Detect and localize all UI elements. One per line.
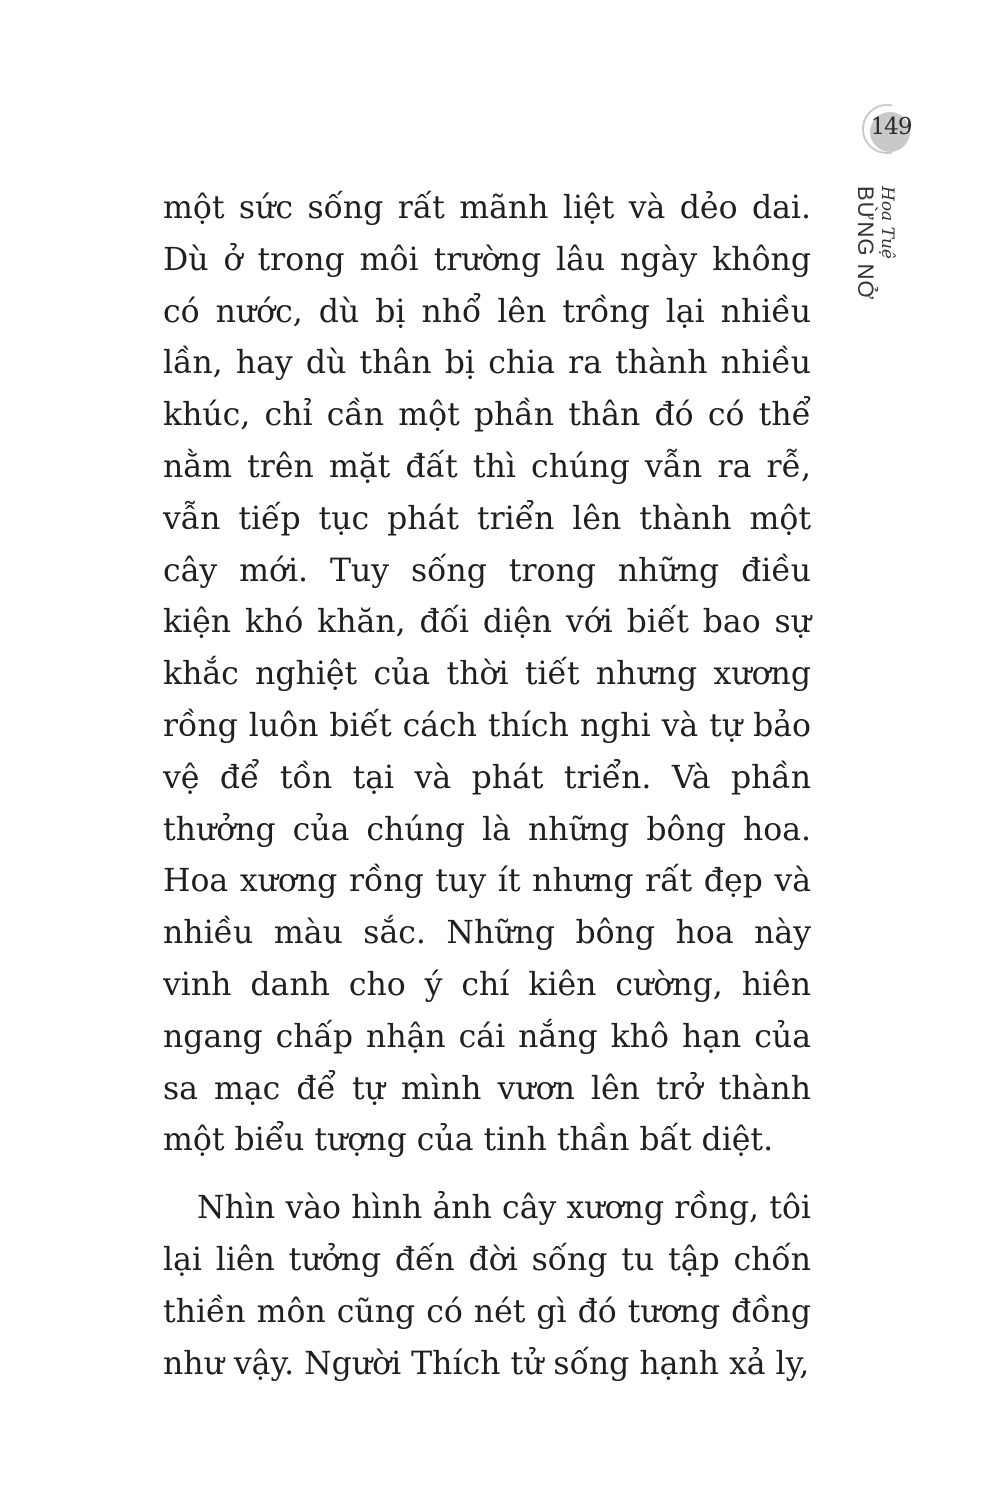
page-number-badge <box>862 104 912 156</box>
running-book-title <box>853 186 930 301</box>
page-number: 149 <box>870 114 912 140</box>
body-text <box>163 183 811 1390</box>
paragraph: Nhìn vào hình ảnh cây xương rồng, tôi lại liên tưởng đến đời sống tu tập chốn thiền môn cũng có nét gì đó tương đồng như vậy. Người Thích tử sống hạnh xả ly, <box>163 1190 811 1382</box>
book-title-script: Hoa Tuệ <box>877 186 897 259</box>
book-title-caps: BỪNG NỞ <box>853 186 878 301</box>
paragraph: một sức sống rất mãnh liệt và dẻo dai. Dù ở trong môi trường lâu ngày không có nước, dù bị nhổ lên trồng lại nhiều lần, hay dù thân bị chia ra thành nhiều khúc, chỉ cần một phần thân đó có thể nằm trên mặt đất thì chúng vẫn ra rễ, vẫn tiếp tục phát triển lên thành một cây mới. Tuy sống trong những điều kiện khó khăn, đối diện với biết bao sự khắc nghiệt của thời tiết nhưng xương rồng luôn biết cách thích nghi và tự bảo vệ để tồn tại và phát triển. Và phần thưởng của chúng là những bông hoa. Hoa xương rồng tuy ít nhưng rất đẹp và nhiều màu sắc. Những bông hoa này vinh danh cho ý chí kiên cường, hiên ngang chấp nhận cái nắng khô hạn của sa mạc để tự mình vươn lên trở thành một biểu tượng của tinh thần bất diệt. <box>163 190 811 1159</box>
